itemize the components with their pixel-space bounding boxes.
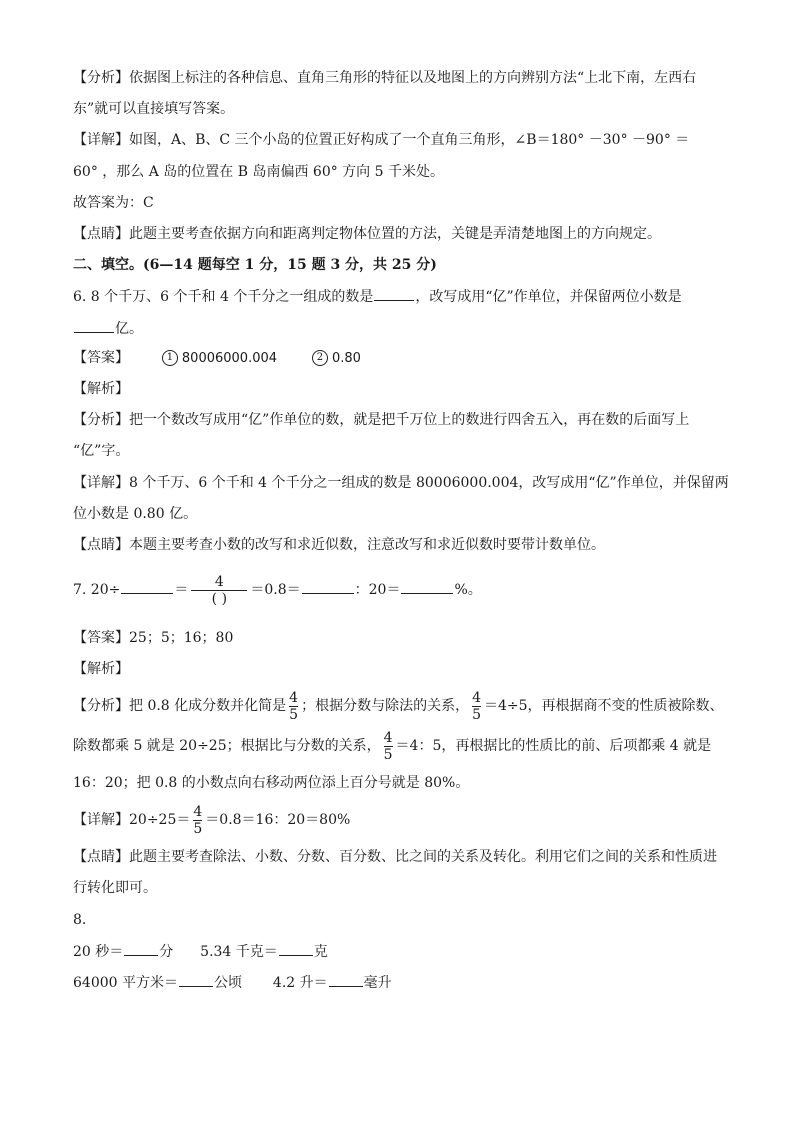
- circle-number-1: 1: [162, 350, 178, 366]
- q8-number: 8.: [73, 912, 87, 928]
- q7-analysis-text-d: 除数都乘 5 就是 20÷25；根据比与分数的关系，: [73, 738, 381, 754]
- q6-line-2: [73, 318, 143, 339]
- q6-line-1: [73, 286, 682, 307]
- q8-blank-4[interactable]: [329, 972, 363, 987]
- q7-jiexi: 【解析】: [73, 661, 129, 677]
- analysis-line-2: 东”就可以直接填写答案。: [73, 101, 235, 117]
- circle-number-2: 2: [312, 350, 328, 366]
- q6-text-c: 亿。: [115, 321, 143, 337]
- fraction-4-5: $\frac{4}{5}$: [383, 729, 393, 763]
- answer-tag: 【答案】: [73, 350, 129, 366]
- q8-item-1: 20 秒＝: [73, 944, 124, 960]
- q8-item-2: 5.34 千克＝: [200, 944, 278, 960]
- q7-comment-2: 行转化即可。: [73, 880, 157, 896]
- q8-row-1: [73, 941, 328, 962]
- q6-detail-1: 【详解】8 个千万、6 个千和 4 个千分之一组成的数是 80006000.004，改写成用“亿”作单位，并保留两: [73, 475, 729, 491]
- comment-line: 【点睛】此题主要考查依据方向和距离判定物体位置的方法，关键是弄清楚地图上的方向规定。: [73, 226, 661, 242]
- q7-analysis-text-e: ＝4：5，再根据比的性质比的前、后项都乘 4 就是: [395, 738, 712, 754]
- q7-answer: 【答案】25；5；16；80: [73, 630, 234, 646]
- section-heading: 二、填空。(6—14 题每空 1 分，15 题 3 分，共 25 分): [73, 257, 437, 273]
- q7-fraction-denominator[interactable]: ( ): [211, 590, 228, 607]
- q7-text-3: ＝0.8＝: [250, 582, 301, 598]
- q6-comment: 【点睛】本题主要考查小数的改写和求近似数，注意改写和求近似数时要带计数单位。: [73, 537, 605, 553]
- q7-fraction-numerator: 4: [214, 573, 224, 590]
- q6-blank-1[interactable]: [374, 286, 414, 301]
- q6-text-a: 6. 8 个千万、6 个千和 4 个千分之一组成的数是: [73, 289, 374, 305]
- q7-detail: [73, 802, 350, 838]
- q6-answer-1: 80006000.004: [181, 351, 278, 366]
- detail-line-1: 【详解】如图，A、B、C 三个小岛的位置正好构成了一个直角三角形，∠B＝180° －30° －90° ＝: [73, 132, 690, 148]
- analysis-line-1: 【分析】依据图上标注的各种信息、直角三角形的特征以及地图上的方向辨别方法“上北下南，左西右: [73, 70, 697, 86]
- q8-unit-4: 毫升: [363, 975, 392, 991]
- q7-analysis-1: [73, 688, 724, 724]
- q7-comment-1: 【点睛】此题主要考查除法、小数、分数、百分数、比之间的关系及转化。利用它们之间的关系和性质进: [73, 849, 717, 865]
- q6-answer: [73, 348, 361, 369]
- fraction-4-5: $\frac{4}{5}$: [289, 689, 299, 723]
- q8-unit-1: 分: [159, 944, 174, 960]
- answer-line: 故答案为：C: [73, 195, 154, 211]
- q7-text-1: 7. 20÷: [73, 582, 121, 598]
- q6-analysis-1: 【分析】把一个数改写成用“亿”作单位的数，就是把千万位上的数进行四舍五入，再在数的后面写上: [73, 412, 690, 428]
- q6-answer-2: 0.80: [331, 351, 361, 366]
- q6-analysis-2: “亿”字。: [73, 443, 130, 459]
- q8-blank-3[interactable]: [179, 972, 213, 987]
- q6-blank-2[interactable]: [74, 318, 114, 333]
- detail-line-2: 60° ，那么 A 岛的位置在 B 岛南偏西 60° 方向 5 千米处。: [73, 164, 444, 180]
- q7-text-5: %。: [454, 582, 482, 598]
- q8-row-2: [73, 972, 392, 993]
- q8-item-4: 4.2 升＝: [272, 975, 328, 991]
- q8-unit-2: 克: [313, 944, 328, 960]
- q7-analysis-text-b: ；根据分数与除法的关系，: [301, 698, 470, 714]
- q7-analysis-3: 16：20；把 0.8 的小数点向右移动两位添上百分号就是 80%。: [73, 775, 470, 791]
- fraction-4-5: $\frac{4}{5}$: [472, 689, 482, 723]
- q7-text-4: ：20＝: [354, 582, 401, 598]
- fraction-4-5: $\frac{4}{5}$: [193, 803, 203, 837]
- q8-blank-2[interactable]: [279, 941, 313, 956]
- q8-unit-3: 公顷: [214, 975, 242, 991]
- q7-analysis-text-c: ＝4÷5，再根据商不变的性质被除数、: [484, 698, 724, 714]
- q8-item-3: 64000 平方米＝: [73, 975, 178, 991]
- q7-fraction: [191, 574, 247, 607]
- q8-blank-1[interactable]: [124, 941, 158, 956]
- q7-analysis-text-a: 【分析】把 0.8 化成分数并化简是: [73, 698, 287, 714]
- q7-question: [73, 572, 482, 608]
- q6-detail-2: 位小数是 0.80 亿。: [73, 506, 198, 522]
- q7-blank-1[interactable]: [121, 579, 173, 594]
- q6-text-b: ，改写成用“亿”作单位，并保留两位小数是: [415, 289, 682, 305]
- q7-analysis-2: [73, 728, 711, 764]
- q7-blank-3[interactable]: [401, 579, 453, 594]
- q7-detail-text-a: 【详解】20÷25＝: [73, 812, 191, 828]
- q7-text-2: ＝: [174, 582, 189, 598]
- q7-detail-text-b: ＝0.8＝16：20＝80%: [205, 812, 351, 828]
- q6-jiexi: 【解析】: [73, 381, 129, 397]
- q7-blank-2[interactable]: [302, 579, 354, 594]
